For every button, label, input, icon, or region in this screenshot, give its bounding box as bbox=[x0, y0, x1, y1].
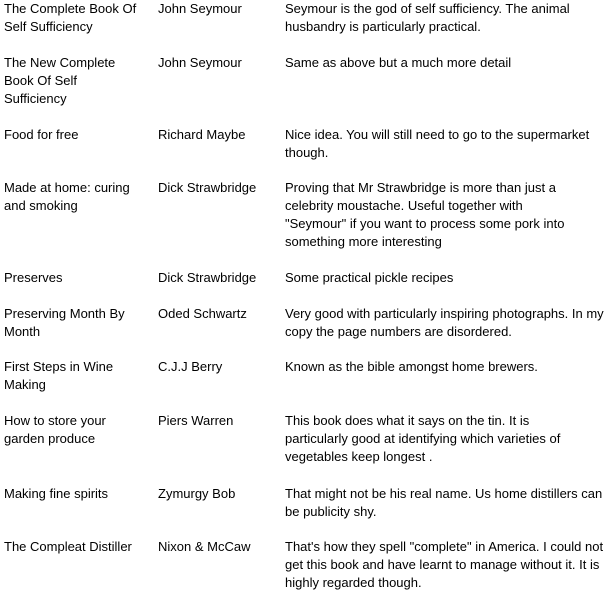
book-title: Made at home: curing and smoking bbox=[4, 180, 130, 213]
book-author: C.J.J Berry bbox=[158, 359, 223, 374]
book-review: Very good with particularly inspiring photographs. In my copy the page numbers are disordered. bbox=[285, 306, 604, 339]
book-author: John Seymour bbox=[158, 55, 242, 70]
book-title: Preserving Month By Month bbox=[4, 306, 125, 339]
book-title: Food for free bbox=[4, 127, 79, 142]
book-author: Oded Schwartz bbox=[158, 306, 247, 321]
book-title: The Complete Book Of Self Sufficiency bbox=[4, 1, 137, 34]
book-title: The New Complete Book Of Self Sufficiency bbox=[4, 55, 116, 106]
book-review: That's how they spell "complete" in America. I could not get this book and have learnt to manage without it. It is highly regarded though. bbox=[285, 539, 604, 590]
book-review: Some practical pickle recipes bbox=[285, 270, 454, 285]
book-title: First Steps in Wine Making bbox=[4, 359, 114, 392]
book-author: Piers Warren bbox=[158, 413, 234, 428]
book-review: This book does what it says on the tin. It is particularly good at identifying which varieties of vegetables keep longest . bbox=[285, 413, 561, 464]
book-author: Richard Maybe bbox=[158, 127, 246, 142]
book-author: Zymurgy Bob bbox=[158, 486, 236, 501]
book-review: Proving that Mr Strawbridge is more than just a celebrity moustache. Useful together with "Seymour" if you want to process some pork into something more interesting bbox=[285, 180, 565, 249]
book-title: The Compleat Distiller bbox=[4, 539, 132, 554]
book-author: Dick Strawbridge bbox=[158, 180, 257, 195]
book-review: Same as above but a much more detail bbox=[285, 55, 512, 70]
book-author: Nixon & McCaw bbox=[158, 539, 251, 554]
book-author: John Seymour bbox=[158, 1, 242, 16]
book-author: Dick Strawbridge bbox=[158, 270, 257, 285]
book-title: How to store your garden produce bbox=[4, 413, 106, 446]
book-review: Nice idea. You will still need to go to the supermarket though. bbox=[285, 127, 590, 160]
book-review: Known as the bible amongst home brewers. bbox=[285, 359, 538, 374]
book-title: Preserves bbox=[4, 270, 63, 285]
book-review: Seymour is the god of self sufficiency. The animal husbandry is particularly practical. bbox=[285, 1, 570, 34]
book-title: Making fine spirits bbox=[4, 486, 109, 501]
book-review: That might not be his real name. Us home distillers can be publicity shy. bbox=[285, 486, 603, 519]
